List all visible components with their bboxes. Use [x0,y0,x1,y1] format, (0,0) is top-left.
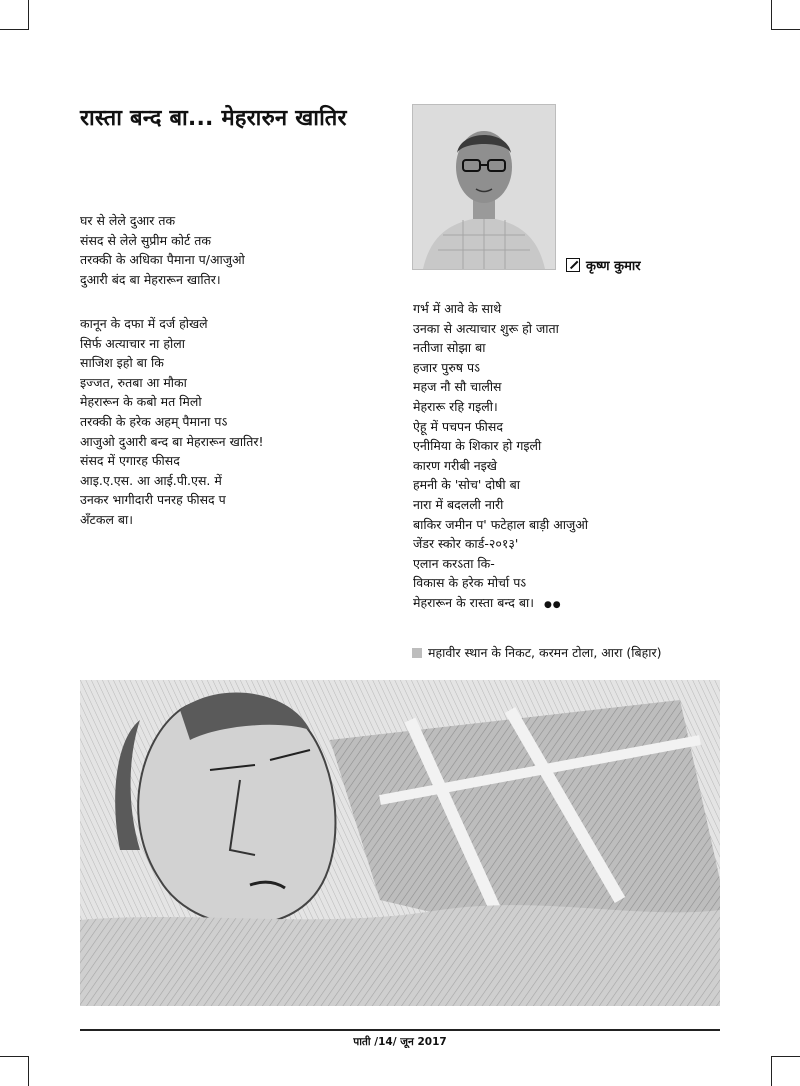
square-bullet-icon [412,648,422,658]
poem-stanza-2 [80,314,264,530]
poem-line: जेंडर स्कोर कार्ड-२०१३' [413,536,519,552]
poem-line: दुआरी बंद बा मेहरारून खातिर। [80,271,221,287]
poem-line: साजिश इहो बा कि [80,355,164,371]
crop-mark [0,1056,28,1057]
poem-line: मेहरारून के कबो मत मिलो [80,394,202,410]
poem-line: गर्भ में आवे के साथे [413,301,502,316]
poem-line: नारा में बदलली नारी [413,496,504,512]
poem-line: संसद से लेले सुप्रीम कोर्ट तक [80,232,211,248]
poem-line-last [413,593,588,616]
poem-line: तरक्की के अधिका पैमाना प/आजुओ [80,252,245,268]
poem-stanza-3 [413,299,588,616]
address-text: महावीर स्थान के निकट, करमन टोला, आरा (बिहार) [428,645,662,660]
author-photo [412,104,556,270]
poem-stanza-1 [80,211,245,289]
poem-line: विकास के हरेक मोर्चा पऽ [413,575,527,591]
poem-line: हजार पुरुष पऽ [413,359,480,375]
author-address [412,644,661,661]
poem-line: एनीमिया के शिकार हो गइली [413,438,542,454]
poem-line: कारण गरीबी नइखे [413,457,497,473]
poem-line: ऐहू में पचपन फीसद [413,418,503,434]
crop-mark [28,0,29,30]
end-marks: ●● [543,599,562,610]
poem-line: इज्जत, रुतबा आ मौका [80,374,187,390]
poem-line: आजुओ दुआरी बन्द बा मेहरारून खातिर! [80,433,264,449]
poem-line: एलान करऽता कि- [413,555,495,571]
poem-line: हमनी के 'सोच' दोषी बा [413,477,520,493]
poem-line: मेहरारून के रास्ता बन्द बा। [413,594,534,610]
poem-line: महज नौ सौ चालीस [413,379,502,395]
poem-line: तरक्की के हरेक अहम् पैमाना पऽ [80,413,228,429]
page-footer: पाती /14/ जून 2017 [353,1036,447,1048]
poem-line: मेहरारू रहि गइली। [413,398,498,414]
sketch-illustration [80,680,720,1006]
poem-line: संसद में एगारह फीसद [80,453,180,469]
poem-line: अँटकल बा। [80,511,134,527]
crop-mark [772,29,800,30]
poem-line: घर से लेले दुआर तक [80,213,176,228]
poem-line: बाकिर जमीन प' फटेहाल बाड़ी आजुओ [413,516,589,532]
poem-line: उनका से अत्याचार शुरू हो जाता [413,320,559,336]
poem-line: उनकर भागीदारी पनरह फीसद प [80,492,226,508]
author-name: कृष्ण कुमार [586,259,641,274]
crop-mark [28,1056,29,1086]
footer-rule [80,1029,720,1031]
crop-mark [771,0,772,30]
poem-line: सिर्फ अत्याचार ना होला [80,335,185,351]
poem-line: कानून के दफा में दर्ज होखले [80,316,208,331]
crop-mark [772,1056,800,1057]
author-credit [566,256,641,274]
crop-mark [0,29,28,30]
poem-line: आइ.ए.एस. आ आई.पी.एस. में [80,472,222,488]
poem-title: रास्ता बन्द बा... मेहरारुन खातिर [80,106,347,131]
pen-icon [566,258,580,272]
crop-mark [771,1056,772,1086]
poem-line: नतीजा सोझा बा [413,340,486,356]
